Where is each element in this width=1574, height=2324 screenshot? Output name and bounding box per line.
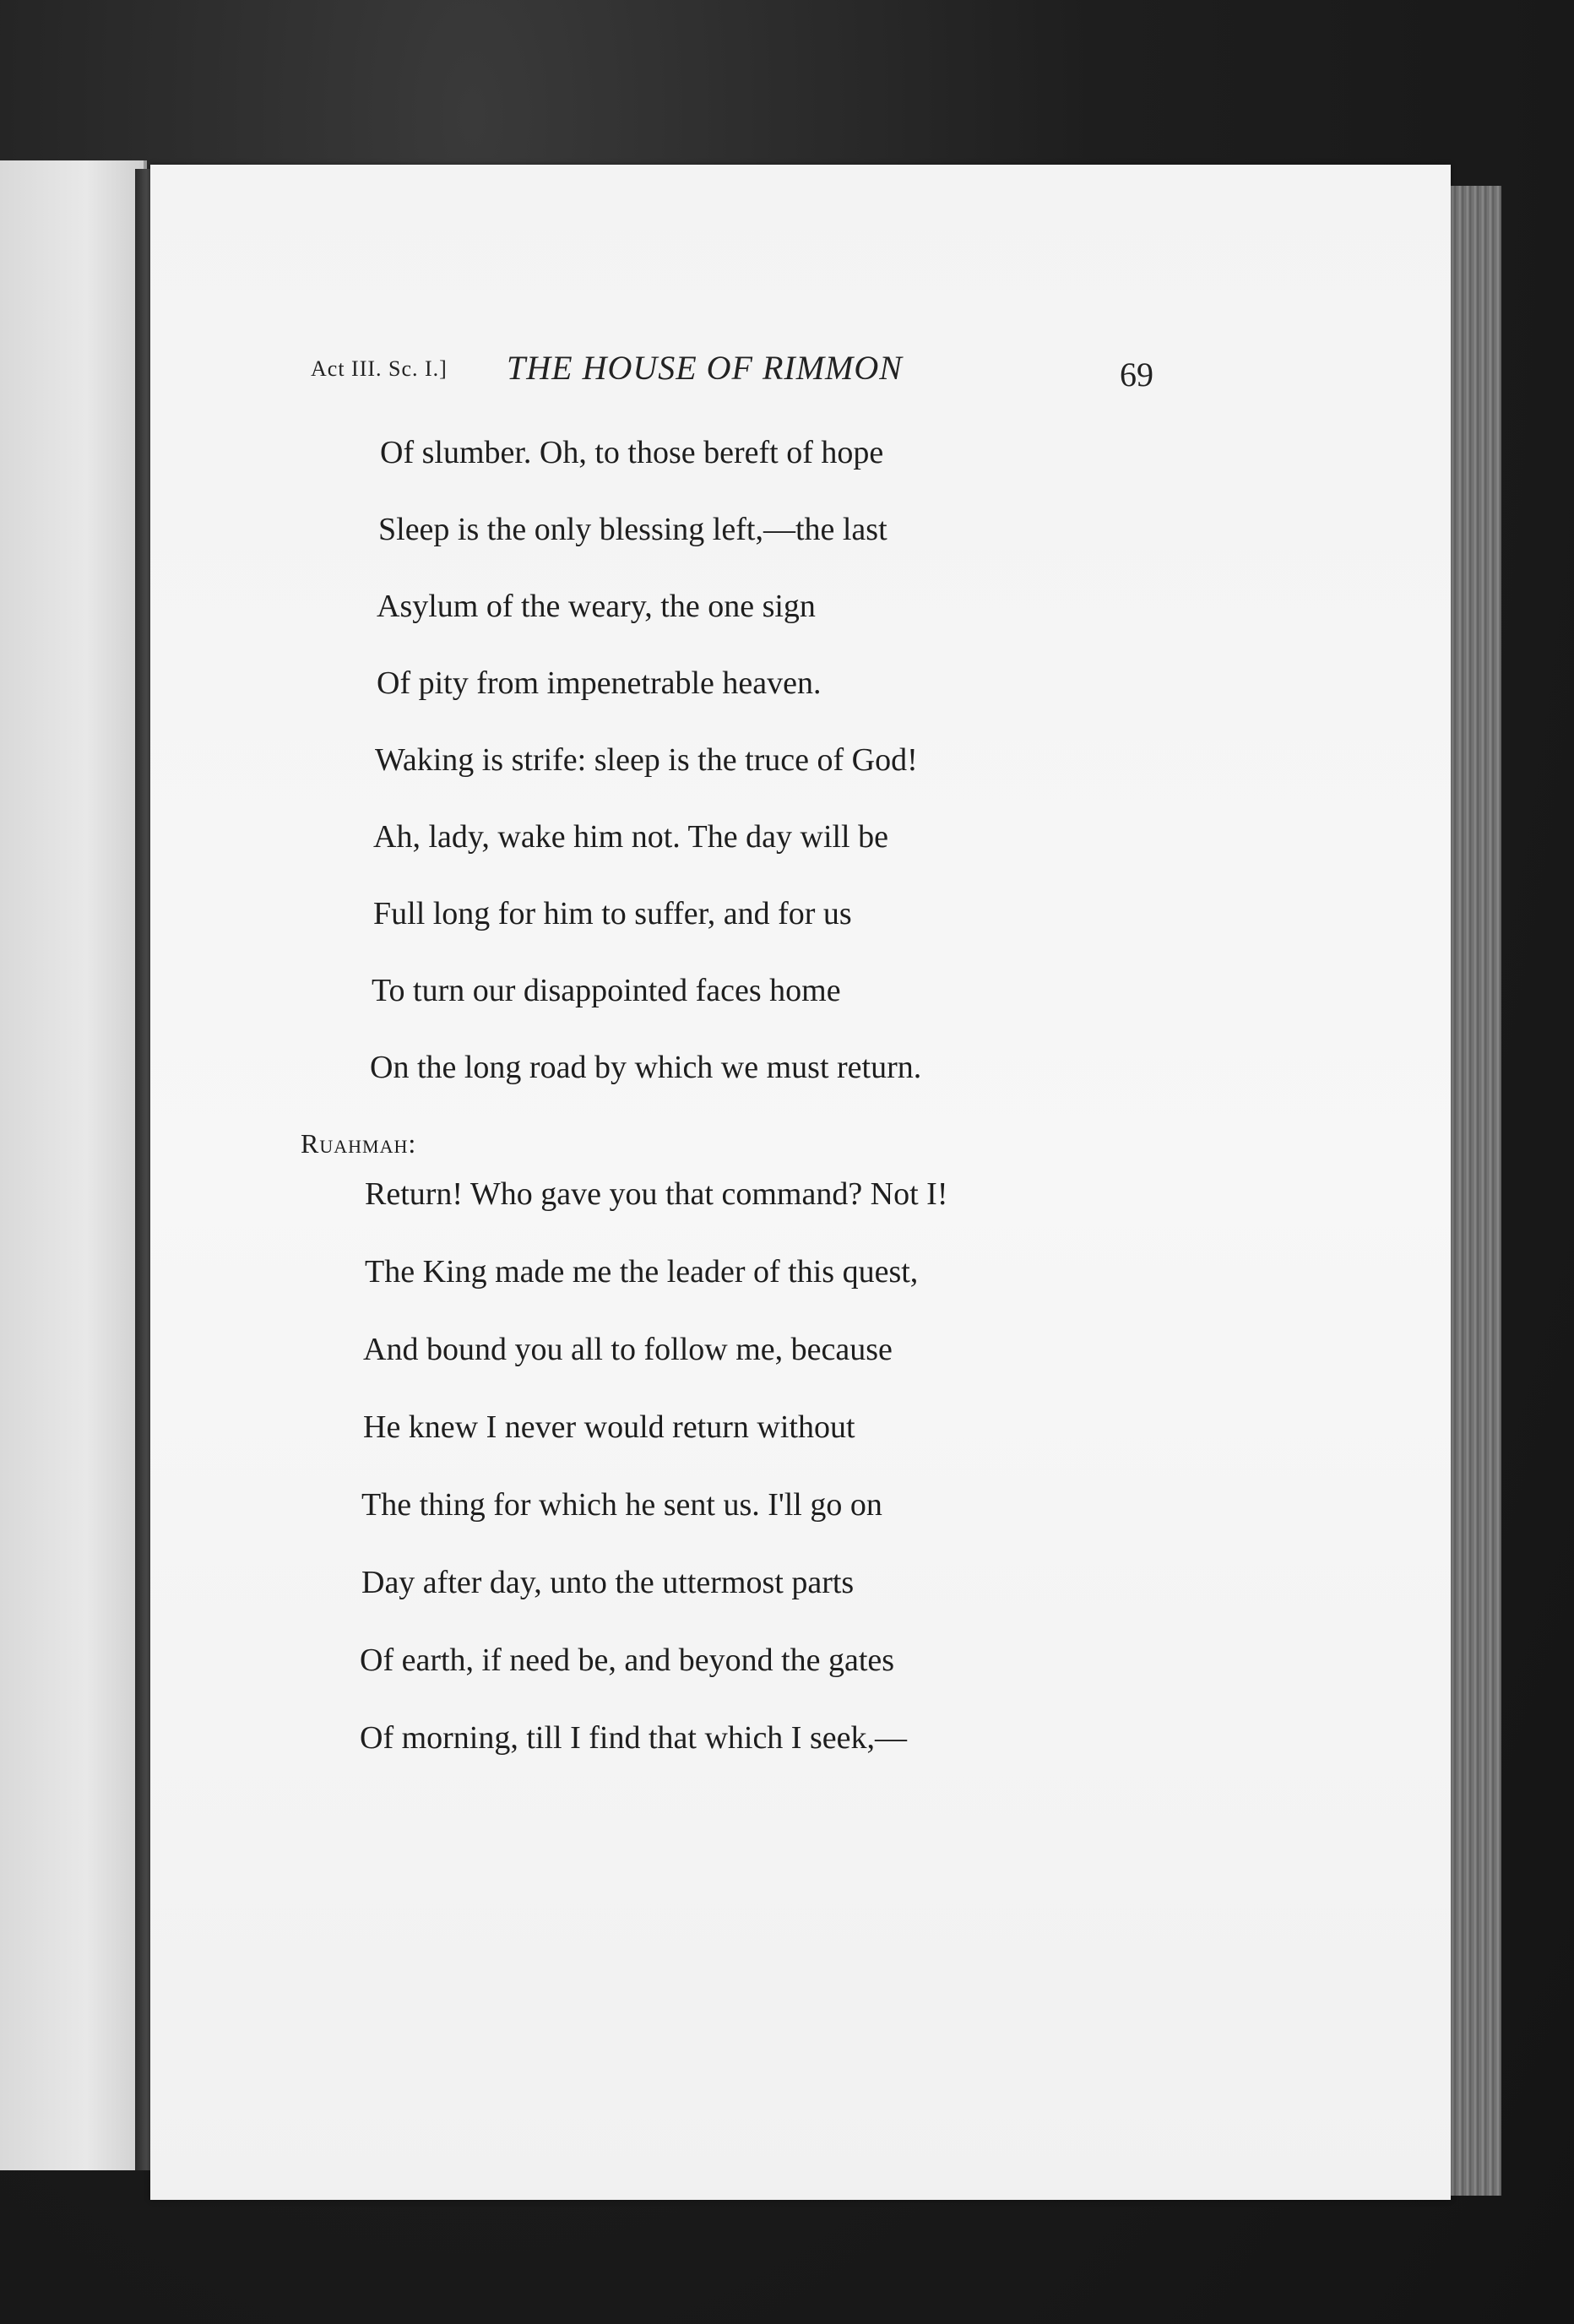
verse-line: Return! Who gave you that command? Not I! [365, 1176, 948, 1212]
previous-page-edge [0, 160, 147, 2170]
verse-line: Sleep is the only blessing left,—the last [378, 512, 887, 547]
act-scene-label: Act III. Sc. I.] [311, 356, 448, 381]
verse-line: The thing for which he sent us. I'll go on [361, 1487, 882, 1523]
verse-line: Of pity from impenetrable heaven. [377, 665, 822, 701]
verse-line: Of slumber. Oh, to those bereft of hope [380, 435, 884, 470]
verse-line: Waking is strife: sleep is the truce of God! [375, 742, 918, 778]
verse-line: The King made me the leader of this quest, [365, 1254, 919, 1290]
verse-line: Ah, lady, wake him not. The day will be [373, 819, 888, 855]
verse-line: Day after day, unto the uttermost parts [361, 1565, 855, 1600]
running-head [311, 348, 1324, 399]
verse-line: Of morning, till I find that which I seek,— [360, 1720, 907, 1756]
verse-line: And bound you all to follow me, because [363, 1332, 893, 1367]
page-number: 69 [1120, 356, 1153, 394]
verse-line: On the long road by which we must return. [370, 1050, 922, 1085]
verse-line: Asylum of the weary, the one sign [377, 589, 816, 624]
verse-line: He knew I never would return without [363, 1409, 855, 1445]
speaker-name: Ruahmah: [301, 1128, 417, 1159]
verse-line: To turn our disappointed faces home [372, 973, 841, 1008]
book-title: THE HOUSE OF RIMMON [507, 349, 903, 387]
verse-line: Full long for him to suffer, and for us [373, 896, 852, 931]
verse-line: Of earth, if need be, and beyond the gates [360, 1643, 895, 1678]
